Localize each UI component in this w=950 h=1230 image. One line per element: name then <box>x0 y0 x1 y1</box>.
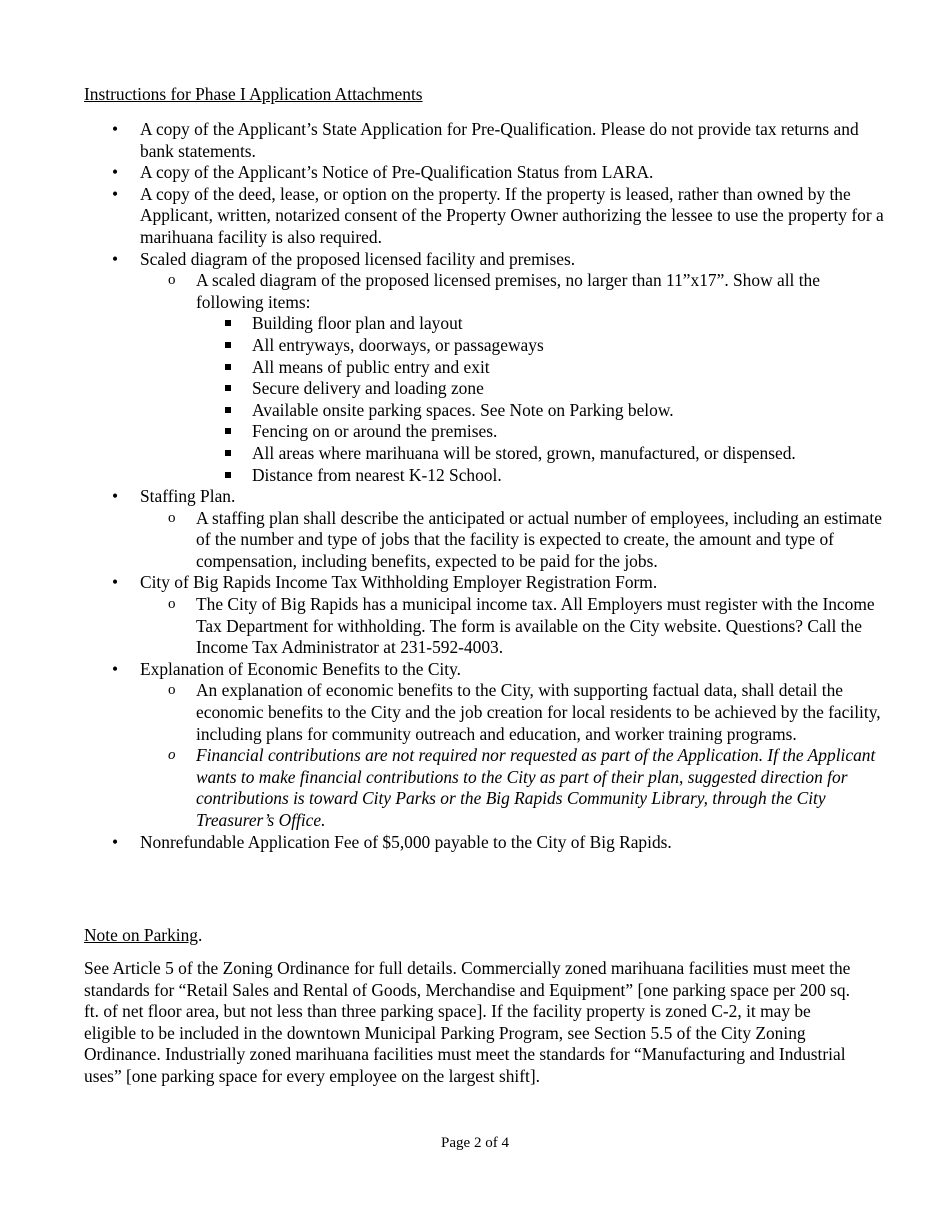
diagram-item: Building floor plan and layout <box>196 313 890 335</box>
sub-list-item-italic-note: o Financial contributions are not required nor requested as part of the Application. If the Applicant wants to make financial contributions to the City as part of their plan, suggested direction for contributions is toward City Parks or the Big Rapids Community Library, through the City Treasurer’s Office. <box>140 745 890 831</box>
sub-list <box>140 508 890 573</box>
parking-note-heading: Note on Parking. <box>84 925 203 945</box>
list-item: • Staffing Plan. o A staffing plan shall describe the anticipated or actual number of employees, including an estimate of the number and type of jobs that the facility is expected to create, the amount and type of compensation, including benefits, expected to be paid for the jobs. <box>0 486 950 572</box>
diagram-item: Fencing on or around the premises. <box>196 421 890 443</box>
sub-list-item: o An explanation of economic benefits to the City, with supporting factual data, shall detail the economic benefits to the City and the job creation for local residents to be achieved by the facility, including plans for community outreach and education, and worker training programs. <box>140 680 890 745</box>
sub-list <box>140 270 890 486</box>
list-item: • A copy of the Applicant’s State Application for Pre-Qualification. Please do not provide tax returns and bank statements. <box>0 119 950 162</box>
section-heading: Instructions for Phase I Application Attachments <box>84 84 423 104</box>
page-number: Page 2 of 4 <box>441 1135 509 1151</box>
diagram-item: Available onsite parking spaces. See Note on Parking below. <box>196 400 890 422</box>
sub-list <box>140 680 890 831</box>
diagram-item: All means of public entry and exit <box>196 357 890 379</box>
sub-list-item: o A staffing plan shall describe the anticipated or actual number of employees, including an estimate of the number and type of jobs that the facility is expected to create, the amount and type of compensation, including benefits, expected to be paid for the jobs. <box>140 508 890 573</box>
diagram-item: All areas where marihuana will be stored, grown, manufactured, or dispensed. <box>196 443 890 465</box>
diagram-item: Secure delivery and loading zone <box>196 378 890 400</box>
list-item: • A copy of the deed, lease, or option on the property. If the property is leased, rather than owned by the Applicant, written, notarized consent of the Property Owner authorizing the lessee to use the property for a marihuana facility is also required. <box>0 184 950 249</box>
diagram-items-list <box>196 313 890 486</box>
list-item: • Nonrefundable Application Fee of $5,000 payable to the City of Big Rapids. <box>0 832 950 854</box>
list-item: • Scaled diagram of the proposed licensed facility and premises. o A scaled diagram of the proposed licensed premises, no larger than 11”x17”. Show all the following items: Building floor plan and layout All entryways, doorways, or passageways All means of public entry and exit Secure delivery and loading zone Available onsite parking spaces. See Note on Parking below. Fencing on or around the premises. All areas where marihuana will be stored, grown, manufactured, or dispensed. Distance from nearest K-12 School. <box>0 249 950 487</box>
diagram-item: Distance from nearest K-12 School. <box>196 465 890 487</box>
attachments-list <box>0 119 950 853</box>
list-item: • A copy of the Applicant’s Notice of Pre-Qualification Status from LARA. <box>0 162 950 184</box>
diagram-item: All entryways, doorways, or passageways <box>196 335 890 357</box>
sub-list-item: o A scaled diagram of the proposed licensed premises, no larger than 11”x17”. Show all the following items: Building floor plan and layout All entryways, doorways, or passageways All means of public entry and exit Secure delivery and loading zone Available onsite parking spaces. See Note on Parking below. Fencing on or around the premises. All areas where marihuana will be stored, grown, manufactured, or dispensed. Distance from nearest K-12 School. <box>140 270 890 486</box>
parking-note-body: See Article 5 of the Zoning Ordinance for full details. Commercially zoned marihuana facilities must meet the standards for “Retail Sales and Rental of Goods, Merchandise and Equipment” [one parking space per 200 sq. ft. of net floor area, but not less than three parking space]. If the facility property is zoned C-2, it may be eligible to be included in the downtown Municipal Parking Program, see Section 5.5 of the City Zoning Ordinance. Industrially zoned marihuana facilities must meet the standards for “Manufacturing and Industrial uses” [one parking space for every employee on the largest shift]. <box>84 958 851 1086</box>
sub-list-item: o The City of Big Rapids has a municipal income tax. All Employers must register with the Income Tax Department for withholding. The form is available on the City website. Questions? Call the Income Tax Administrator at 231-592-4003. <box>140 594 890 659</box>
list-item: • City of Big Rapids Income Tax Withholding Employer Registration Form. o The City of Big Rapids has a municipal income tax. All Employers must register with the Income Tax Department for withholding. The form is available on the City website. Questions? Call the Income Tax Administrator at 231-592-4003. <box>0 572 950 658</box>
sub-list <box>140 594 890 659</box>
list-item: • Explanation of Economic Benefits to the City. o An explanation of economic benefits to the City, with supporting factual data, shall detail the economic benefits to the City and the job creation for local residents to be achieved by the facility, including plans for community outreach and education, and worker training programs. o Financial contributions are not required nor requested as part of the Application. If the Applicant wants to make financial contributions to the City as part of their plan, suggested direction for contributions is toward City Parks or the Big Rapids Community Library, through the City Treasurer’s Office. <box>0 659 950 832</box>
